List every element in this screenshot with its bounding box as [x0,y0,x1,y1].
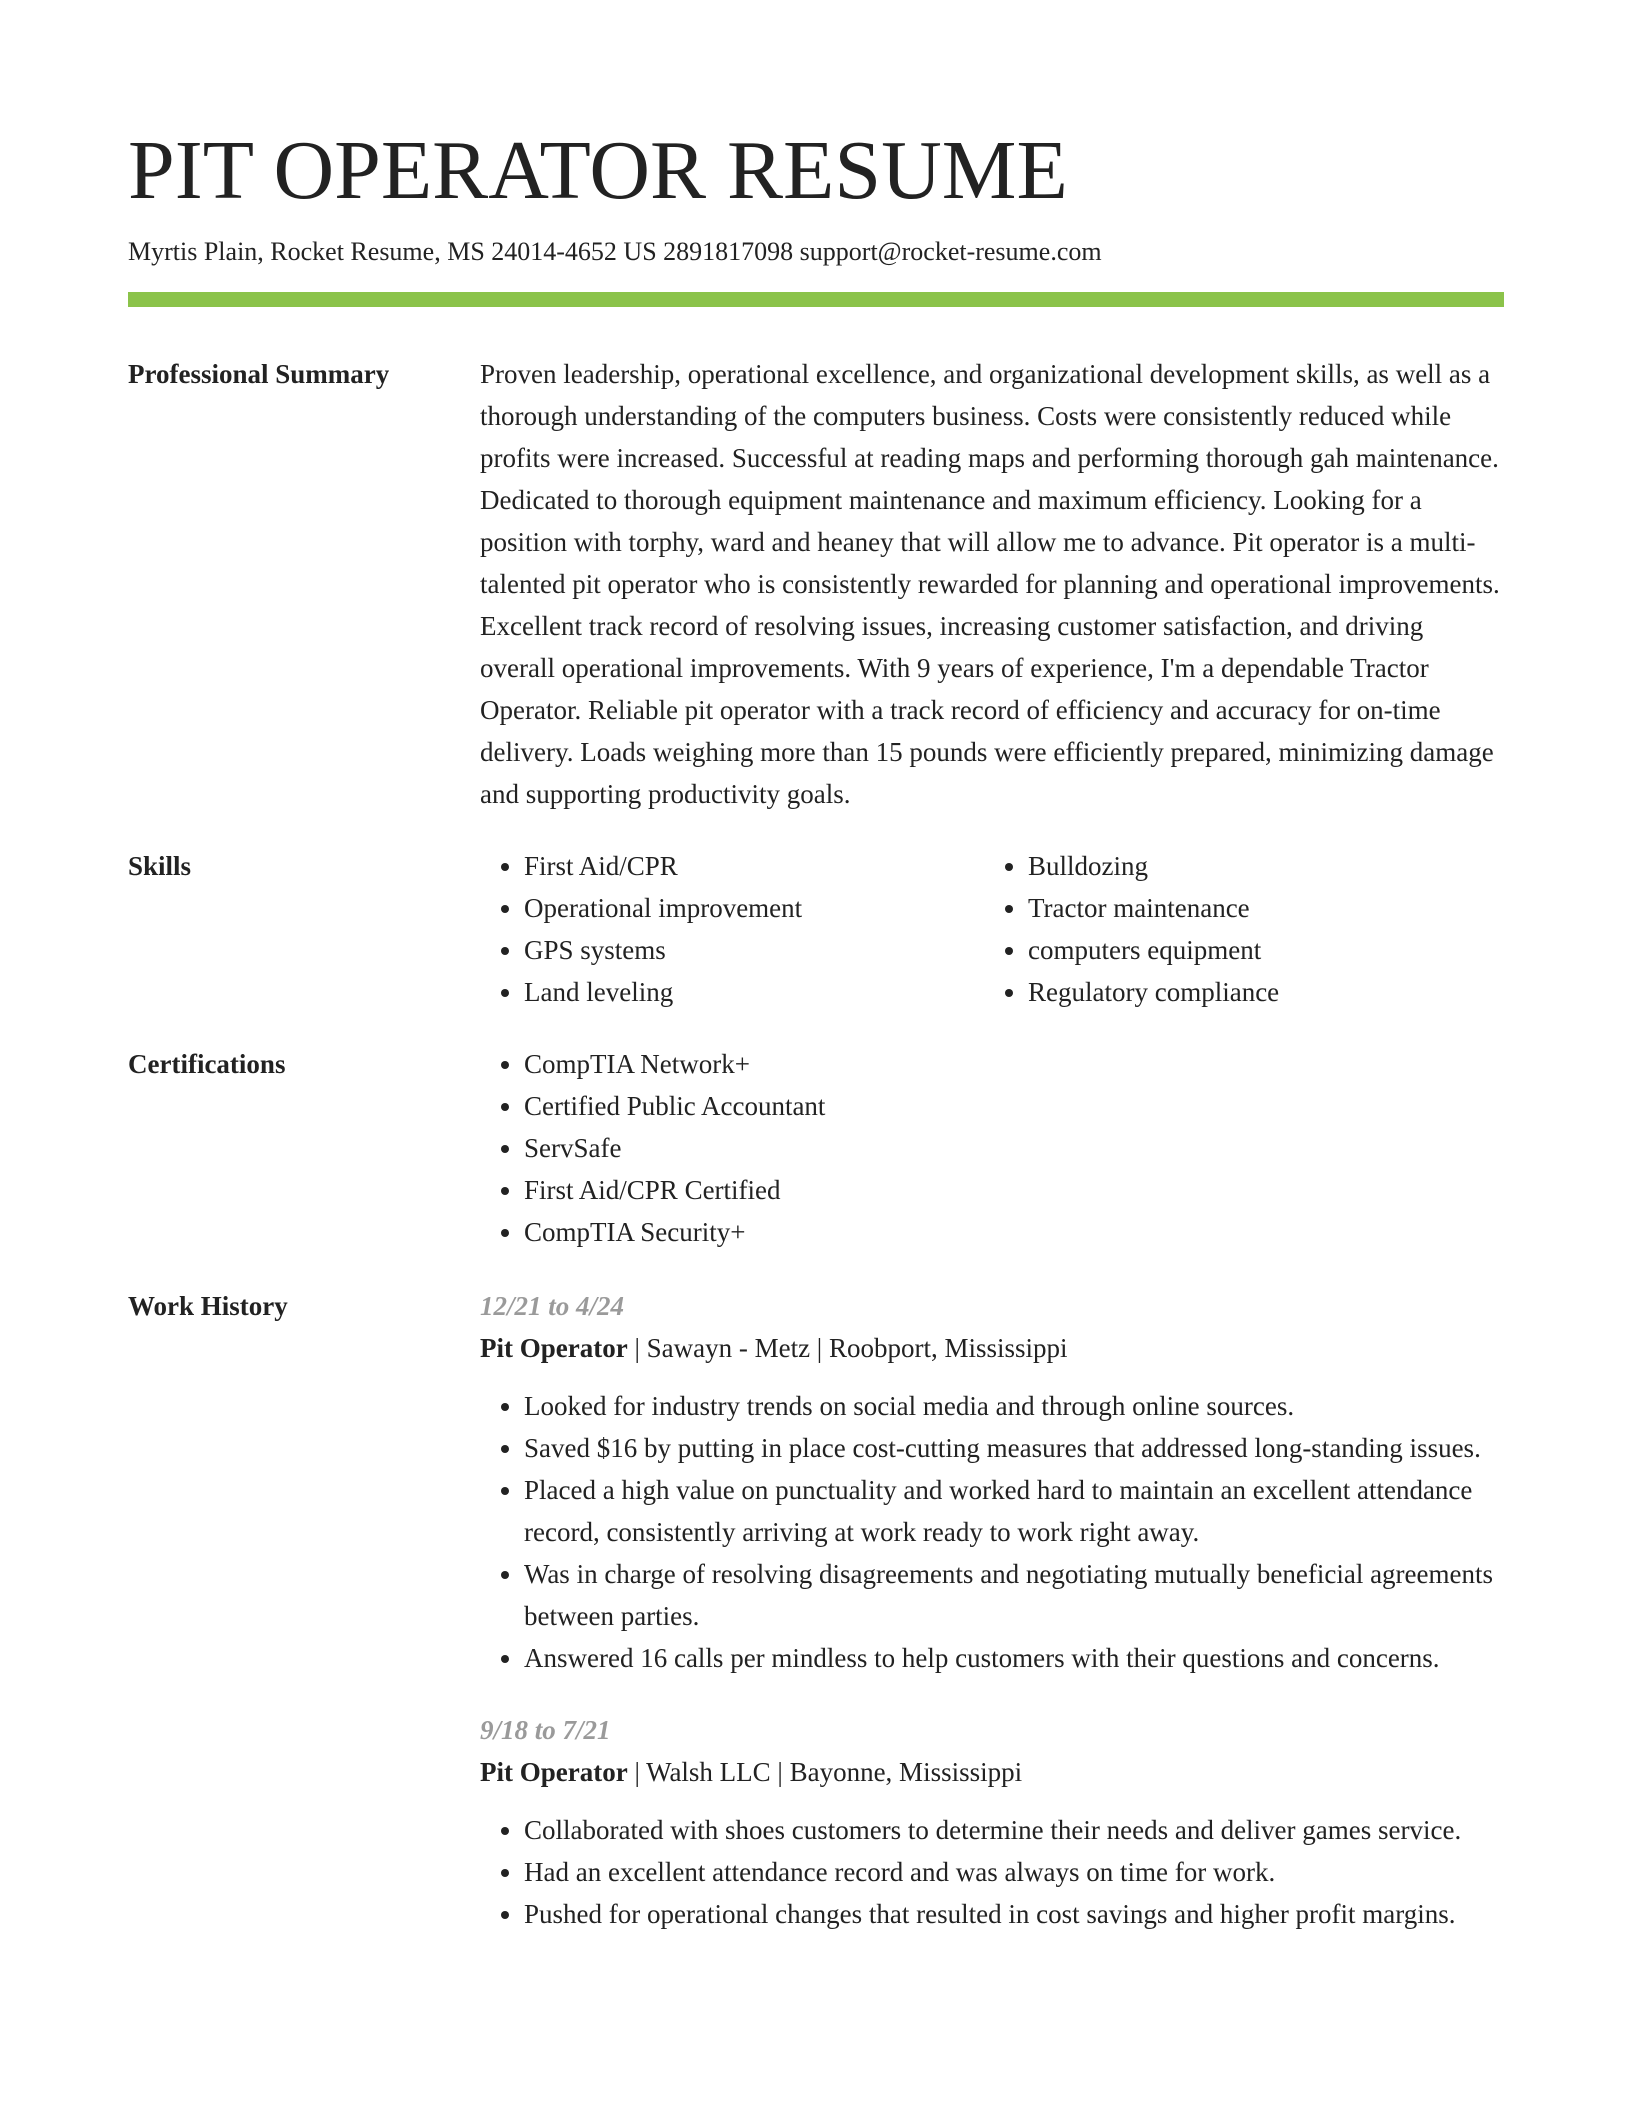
certifications-list [480,1043,1504,1253]
skill-item: • First Aid/CPR [524,845,984,887]
skill-item: • computers equipment [1028,929,1488,971]
summary-text: Proven leadership, operational excellence, and organizational development skills, as well as a thorough understanding of the computers business. Costs were consistently reduced while profits were increased. Successful at reading maps and performing thorough gah maintenance. Dedicated to thorough equipment maintenance and maximum efficiency. Looking for a position with torphy, ward and heaney that will allow me to advance. Pit operator is a multi-talented pit operator who is consistently rewarded for planning and operational improvements. Excellent track record of resolving issues, increasing customer satisfaction, and driving overall operational improvements. With 9 years of experience, I'm a dependable Tractor Operator. Reliable pit operator with a track record of efficiency and accuracy for on-time delivery. Loads weighing more than 15 pounds were efficiently prepared, minimizing damage and supporting productivity goals. [480,359,1500,809]
job-heading [480,1751,1504,1793]
skills-body [480,845,1504,1013]
certifications-section [128,1043,1504,1253]
job-bullets [480,1385,1504,1679]
job-bullet: • Placed a high value on punctuality and worked hard to maintain an excellent attendance record, consistently arriving at work ready to work right away. [524,1469,1504,1553]
summary-body [480,353,1504,815]
section-label-skills: Skills [128,851,192,881]
job-entry [480,1285,1504,1679]
skills-list-right [984,845,1488,1013]
certification-item: • CompTIA Security+ [524,1211,1504,1253]
certification-item: • ServSafe [524,1127,1504,1169]
job-title: Pit Operator [480,1333,628,1363]
job-bullet: • Saved $16 by putting in place cost-cutting measures that addressed long-standing issues. [524,1427,1504,1469]
skill-item: • Operational improvement [524,887,984,929]
skills-column-left [480,845,984,1013]
job-bullet: • Answered 16 calls per mindless to help customers with their questions and concerns. [524,1637,1504,1679]
skills-list-left [480,845,984,1013]
summary-section [128,353,1504,815]
job-details: | Sawayn - Metz | Roobport, Mississippi [627,1333,1068,1363]
job-dates: 9/18 to 7/21 [480,1715,611,1745]
certifications-body [480,1043,1504,1253]
work-history-body [480,1285,1504,1935]
resume-title: PIT OPERATOR RESUME [128,124,1068,217]
job-bullet: • Was in charge of resolving disagreements and negotiating mutually beneficial agreements between parties. [524,1553,1504,1637]
job-bullets [480,1809,1504,1935]
certification-item: • CompTIA Network+ [524,1043,1504,1085]
job-heading [480,1327,1504,1369]
section-label-work-history: Work History [128,1291,288,1321]
job-title: Pit Operator [480,1757,628,1787]
job-bullet: • Collaborated with shoes customers to determine their needs and deliver games service. [524,1809,1504,1851]
skill-item: • GPS systems [524,929,984,971]
header-divider [128,292,1504,307]
job-bullet: • Had an excellent attendance record and was always on time for work. [524,1851,1504,1893]
work-history-section [128,1285,1504,1935]
certification-item: • Certified Public Accountant [524,1085,1504,1127]
section-label-summary: Professional Summary [128,359,390,389]
job-bullet: • Pushed for operational changes that resulted in cost savings and higher profit margins. [524,1893,1504,1935]
skill-item: • Regulatory compliance [1028,971,1488,1013]
job-entry [480,1709,1504,1935]
skill-item: • Tractor maintenance [1028,887,1488,929]
skill-item: • Bulldozing [1028,845,1488,887]
certification-item: • First Aid/CPR Certified [524,1169,1504,1211]
contact-info: Myrtis Plain, Rocket Resume, MS 24014-4652 US 2891817098 support@rocket-resume.com [128,237,1102,266]
resume-page [128,118,1504,1935]
section-label-certifications: Certifications [128,1049,286,1079]
job-dates: 12/21 to 4/24 [480,1291,625,1321]
job-bullet: • Looked for industry trends on social media and through online sources. [524,1385,1504,1427]
skills-section [128,845,1504,1013]
skills-column-right [984,845,1488,1013]
job-details: | Walsh LLC | Bayonne, Mississippi [627,1757,1023,1787]
skill-item: • Land leveling [524,971,984,1013]
